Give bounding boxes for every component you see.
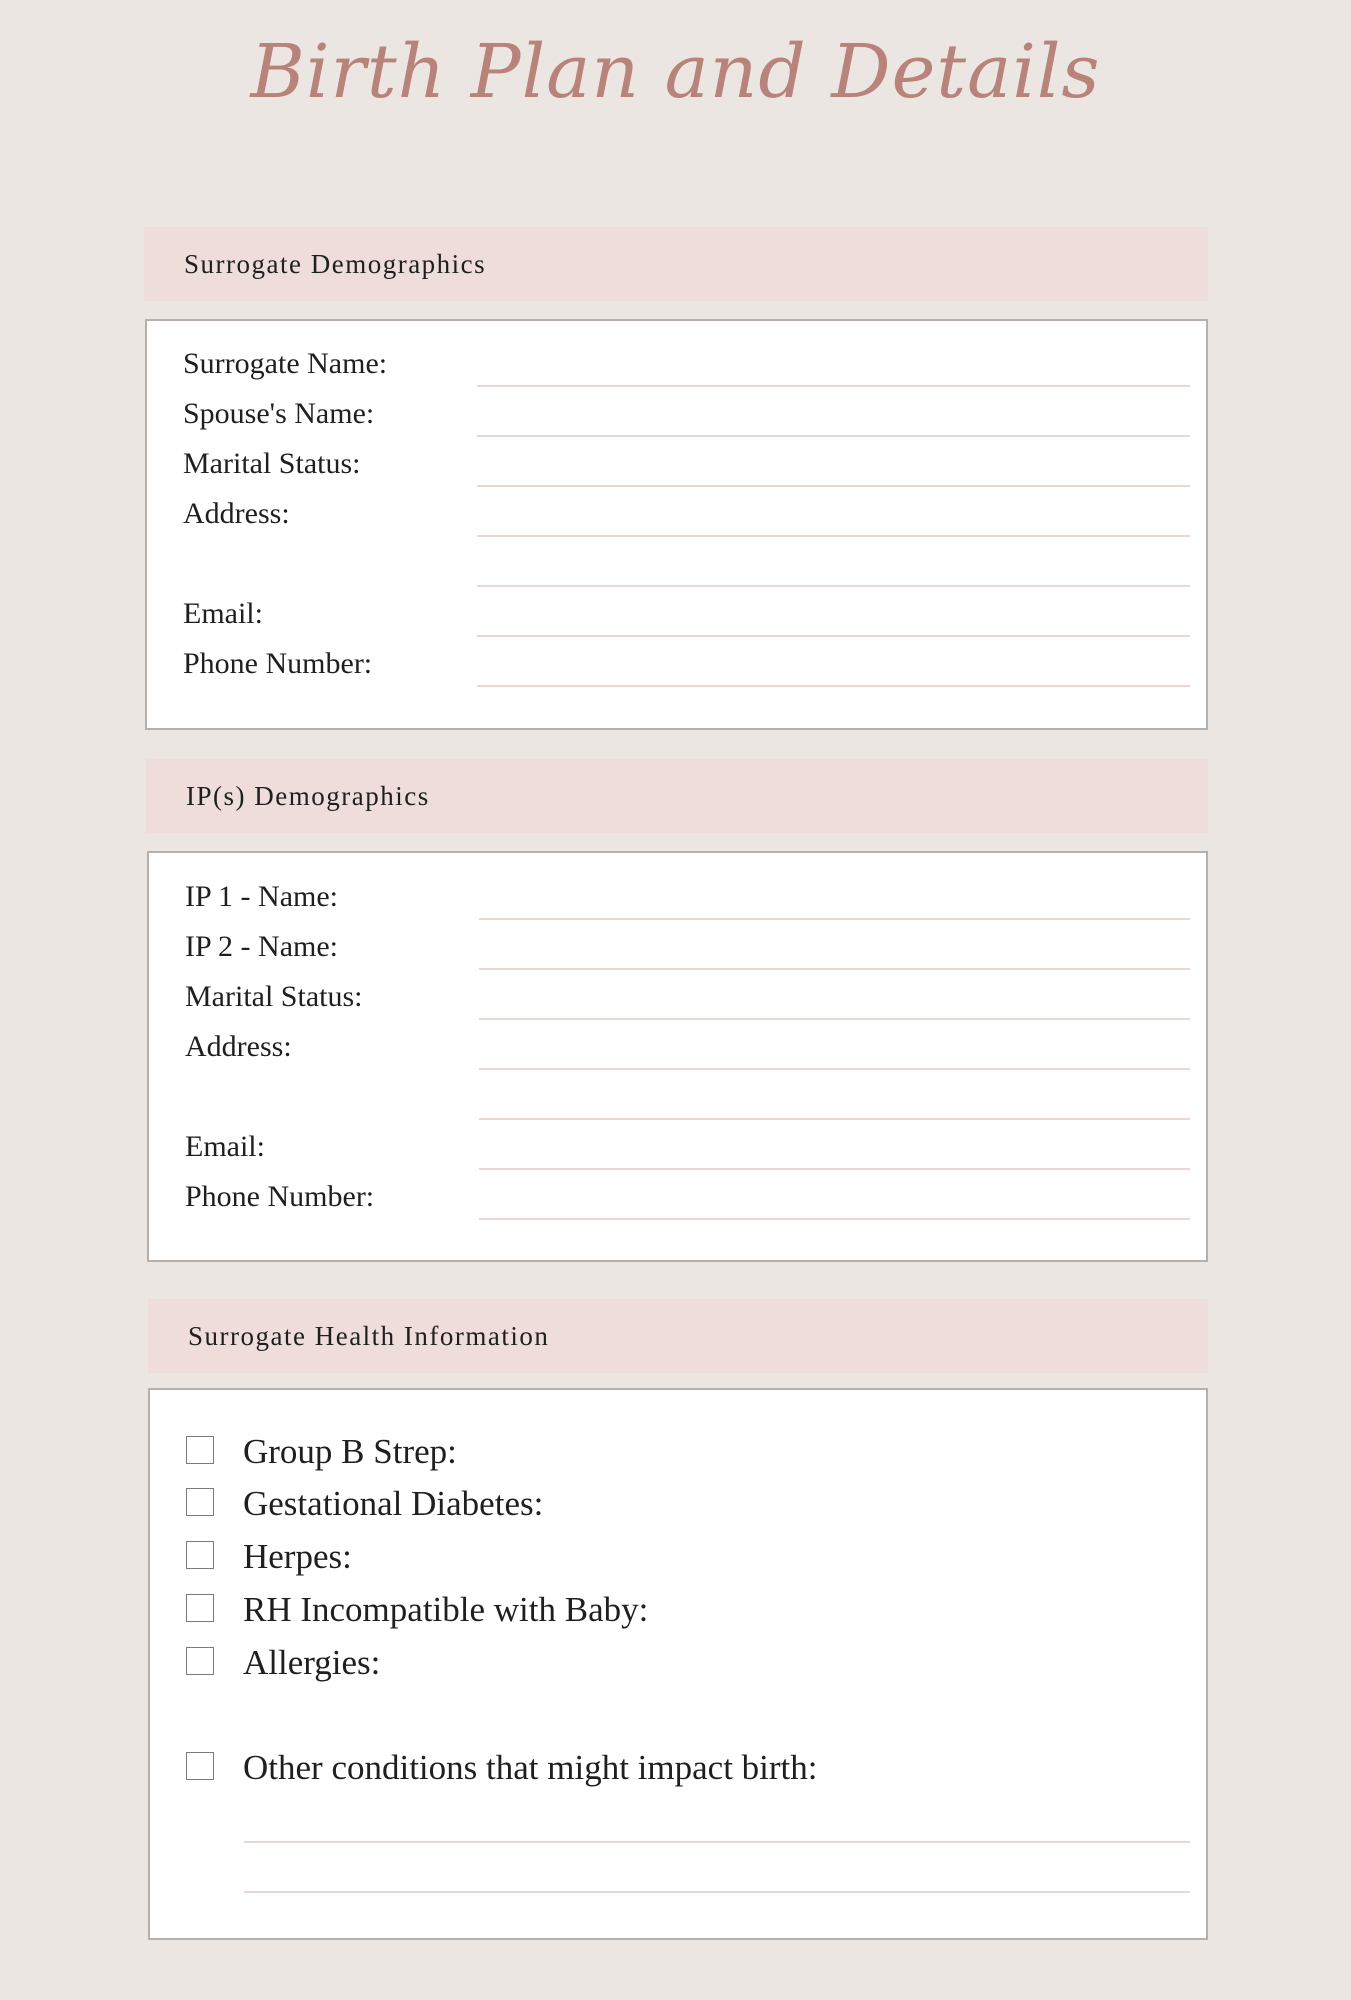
section-title: Surrogate Health Information xyxy=(188,1320,550,1351)
field-address-line-2[interactable] xyxy=(149,1070,1206,1120)
surrogate-demographics-header xyxy=(144,227,1208,301)
section-title: Surrogate Demographics xyxy=(184,248,487,279)
field-label: IP 1 - Name: xyxy=(185,880,339,913)
surrogate-health-header xyxy=(148,1299,1208,1373)
field-ip2-name[interactable] xyxy=(149,920,1206,970)
check-group-b-strep[interactable] xyxy=(186,1432,1190,1472)
check-herpes[interactable] xyxy=(186,1537,1190,1577)
field-address-line-2[interactable] xyxy=(147,537,1206,587)
field-address[interactable] xyxy=(149,1020,1206,1070)
field-line[interactable] xyxy=(477,685,1190,687)
check-label: Gestational Diabetes: xyxy=(243,1484,544,1523)
field-label: Phone Number: xyxy=(183,647,373,680)
check-label: Allergies: xyxy=(243,1643,381,1682)
field-label: Phone Number: xyxy=(185,1180,375,1213)
ips-demographics-box xyxy=(147,851,1208,1262)
field-label: Email: xyxy=(183,597,263,630)
surrogate-demographics-box xyxy=(145,319,1208,730)
checkbox[interactable] xyxy=(186,1488,214,1516)
field-ip1-name[interactable] xyxy=(149,870,1206,920)
page-title: Birth Plan and Details xyxy=(250,29,1101,115)
field-label: Surrogate Name: xyxy=(183,347,388,380)
other-conditions-line-2[interactable] xyxy=(244,1891,1190,1893)
check-label: Other conditions that might impact birth: xyxy=(243,1748,818,1787)
checkbox[interactable] xyxy=(186,1752,214,1780)
field-marital-status[interactable] xyxy=(149,970,1206,1020)
check-label: RH Incompatible with Baby: xyxy=(243,1590,649,1629)
field-label: Marital Status: xyxy=(185,980,363,1013)
field-email[interactable] xyxy=(149,1120,1206,1170)
check-allergies[interactable] xyxy=(186,1643,1190,1683)
field-line[interactable] xyxy=(479,1218,1190,1220)
field-label: Address: xyxy=(185,1030,292,1063)
field-email[interactable] xyxy=(147,587,1206,637)
field-spouse-name[interactable] xyxy=(147,387,1206,437)
field-phone-number[interactable] xyxy=(149,1170,1206,1220)
field-phone-number[interactable] xyxy=(147,637,1206,687)
check-other-conditions[interactable] xyxy=(186,1748,1190,1788)
ips-demographics-header xyxy=(146,759,1208,833)
checkbox[interactable] xyxy=(186,1594,214,1622)
check-label: Herpes: xyxy=(243,1537,352,1576)
section-title: IP(s) Demographics xyxy=(186,780,430,811)
field-address[interactable] xyxy=(147,487,1206,537)
field-label: Address: xyxy=(183,497,290,530)
field-surrogate-name[interactable] xyxy=(147,337,1206,387)
check-rh-incompatible[interactable] xyxy=(186,1590,1190,1630)
field-label: Email: xyxy=(185,1130,265,1163)
checkbox[interactable] xyxy=(186,1541,214,1569)
check-gestational-diabetes[interactable] xyxy=(186,1484,1190,1524)
field-label: IP 2 - Name: xyxy=(185,930,339,963)
other-conditions-line-1[interactable] xyxy=(244,1841,1190,1843)
checkbox[interactable] xyxy=(186,1647,214,1675)
surrogate-health-box xyxy=(148,1388,1208,1940)
field-marital-status[interactable] xyxy=(147,437,1206,487)
check-label: Group B Strep: xyxy=(243,1432,457,1471)
checkbox[interactable] xyxy=(186,1436,214,1464)
field-label: Spouse's Name: xyxy=(183,397,375,430)
field-label: Marital Status: xyxy=(183,447,361,480)
